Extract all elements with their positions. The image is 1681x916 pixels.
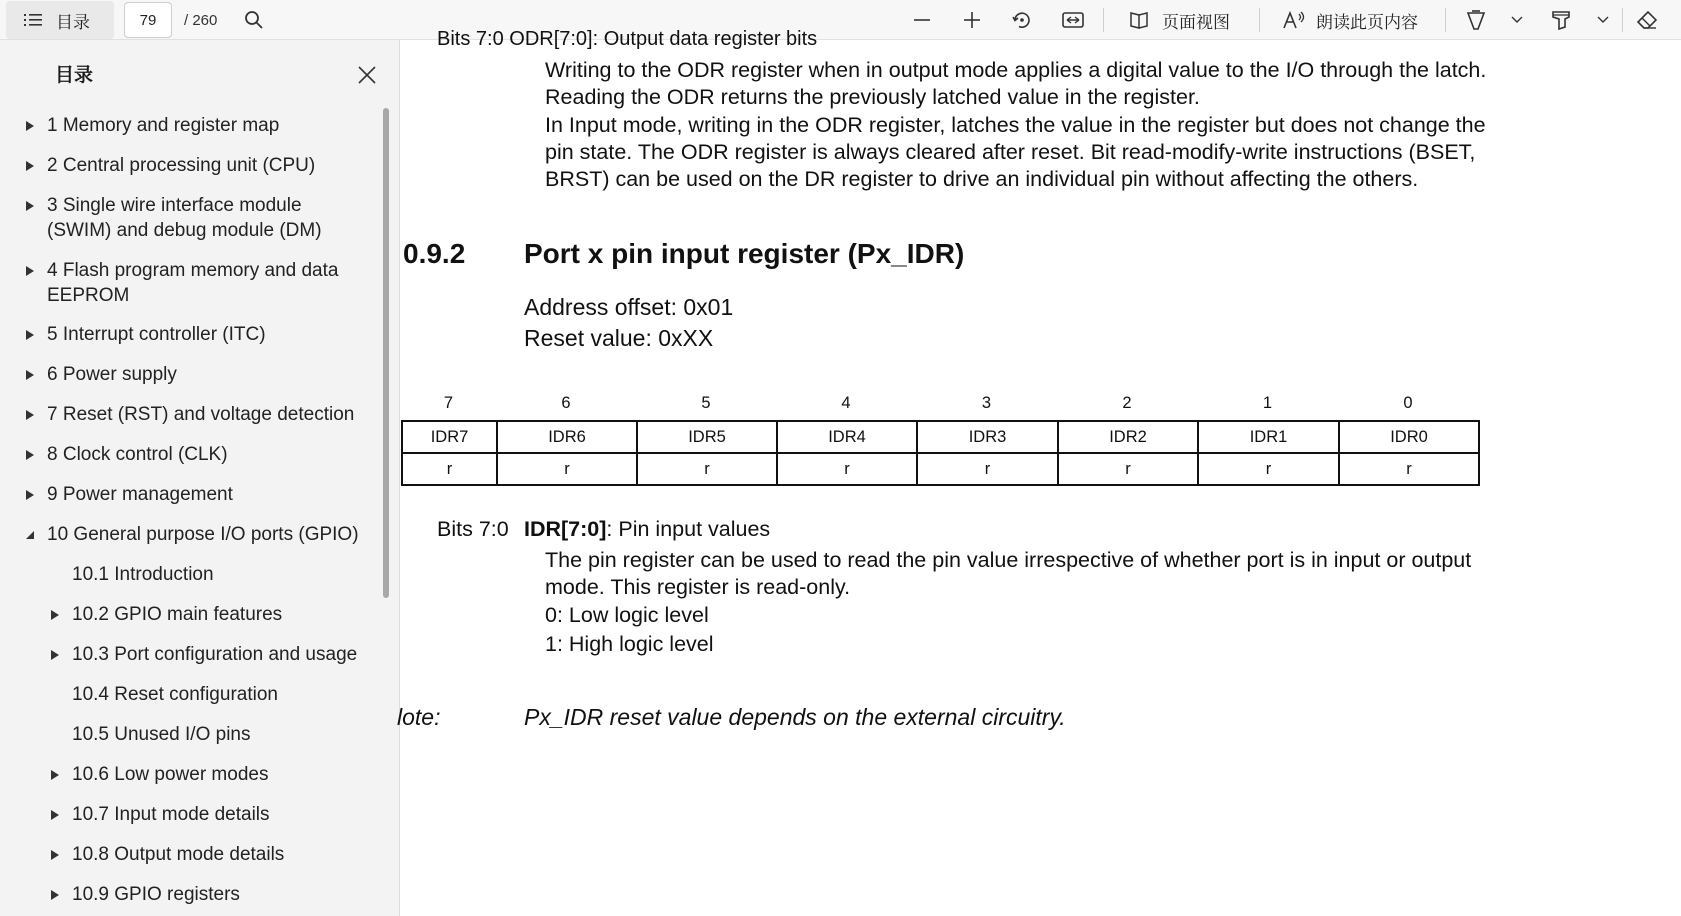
triangle-right-icon[interactable] [48, 842, 62, 867]
odr-paragraph-line: Writing to the ODR register when in output mode applies a digital value to the I/O through the latch. [545, 58, 1487, 82]
toc-item[interactable] [47, 153, 315, 178]
toc-item[interactable] [72, 642, 357, 667]
triangle-right-icon[interactable] [48, 882, 62, 907]
bit-name-cell: IDR1 [1198, 421, 1339, 453]
toolbar-separator [1622, 8, 1623, 32]
toc-item[interactable] [72, 842, 284, 867]
toc-item[interactable] [72, 882, 240, 907]
zoom-in-icon [962, 10, 982, 30]
triangle-right-icon[interactable] [48, 762, 62, 787]
eraser-icon [1636, 10, 1658, 30]
search-button[interactable] [237, 0, 271, 40]
toc-item[interactable] [47, 442, 228, 467]
field-description-header [524, 516, 770, 543]
bit-access-cell: r [637, 453, 777, 485]
bit-number: 7 [443, 394, 454, 412]
highlight-button[interactable] [1544, 0, 1578, 40]
bit-name-cell: IDR3 [917, 421, 1058, 453]
bit-access-cell: r [1058, 453, 1198, 485]
note-text: Px_IDR reset value depends on the external circuitry. [524, 704, 1066, 730]
read-aloud-icon [1282, 10, 1306, 30]
bit-name-cell: IDR4 [777, 421, 917, 453]
odr-paragraph-line: In Input mode, writing in the ODR register, latches the value in the register but does not change the [545, 113, 1486, 137]
toc-item[interactable] [47, 402, 354, 427]
bit-access-cell: r [917, 453, 1058, 485]
toc-item[interactable] [72, 722, 251, 747]
register-names-row [402, 421, 1479, 453]
reset-value: Reset value: 0xXX [524, 325, 714, 351]
toc-item[interactable] [47, 193, 322, 243]
bit-number: 1 [1262, 394, 1273, 412]
toc-item-label: 10.8 Output mode details [72, 844, 285, 865]
triangle-right-icon[interactable] [48, 642, 62, 667]
toc-item-label: 10.6 Low power modes [72, 764, 269, 785]
odr-paragraph-line: BRST) can be used on the DR register to drive an individual pin without affecting the others. [545, 167, 1419, 191]
odr-paragraph-line: Reading the ODR returns the previously latched value in the register. [545, 85, 1200, 109]
odr-paragraph-line: pin state. The ODR register is always cleared after reset. Bit read-modify-write instructions (BSET, [545, 140, 1476, 164]
toc-item-label: 10.9 GPIO registers [72, 884, 240, 905]
field-description-line: The pin register can be used to read the pin value irrespective of whether port is in input or output [545, 548, 1472, 572]
eraser-button[interactable] [1630, 0, 1664, 40]
toc-item[interactable] [47, 258, 338, 308]
close-icon [358, 66, 376, 84]
triangle-right-icon[interactable] [23, 442, 37, 467]
bit-number: 5 [701, 394, 711, 412]
value-high: 1: High logic level [545, 632, 714, 656]
toc-item[interactable] [72, 562, 214, 587]
field-desc: : Pin input values [606, 517, 771, 541]
page-view-label: 页面视图 [1162, 12, 1230, 33]
toolbar [0, 0, 1681, 40]
toolbar-separator [1259, 8, 1260, 32]
toc-item-label: 9 Power management [47, 484, 233, 505]
zoom-out-button[interactable] [905, 0, 939, 40]
rotate-button[interactable] [1005, 0, 1039, 40]
list-icon [24, 13, 42, 27]
fit-width-button[interactable] [1056, 0, 1090, 40]
fit-width-icon [1062, 11, 1084, 29]
page-number-input[interactable] [124, 2, 172, 38]
toc-item-label: 8 Clock control (CLK) [47, 444, 228, 465]
toc-item-label: 7 Reset (RST) and voltage detection [47, 404, 355, 425]
read-aloud-label: 朗读此页内容 [1316, 12, 1418, 33]
toc-item[interactable] [47, 522, 359, 547]
bit-number: 2 [1122, 394, 1132, 412]
page-total: / 260 [184, 11, 218, 29]
triangle-right-icon[interactable] [23, 153, 37, 178]
bit-access-cell: r [1339, 453, 1479, 485]
draw-icon [1466, 9, 1486, 31]
toc-item-label: 6 Power supply [47, 364, 177, 385]
bit-access-cell: r [497, 453, 637, 485]
toc-item-label: 4 Flash program memory and data [47, 260, 339, 281]
zoom-out-icon [912, 10, 932, 30]
note-label: lote: [397, 704, 441, 730]
toc-item-label: (SWIM) and debug module (DM) [47, 220, 322, 241]
page-view-button[interactable] [1128, 0, 1230, 40]
toc-item[interactable] [47, 362, 177, 387]
toc-item-label: 10.5 Unused I/O pins [72, 724, 251, 745]
bit-number: 3 [981, 394, 992, 412]
section-number: 0.9.2 [403, 238, 466, 269]
toc-item[interactable] [72, 682, 278, 707]
highlight-options-button[interactable] [1588, 0, 1618, 40]
triangle-down-icon[interactable] [23, 522, 37, 547]
toc-item-label: EEPROM [47, 285, 130, 306]
search-icon [244, 10, 264, 30]
chevron-down-icon [1597, 16, 1609, 24]
bit-access-cell: r [777, 453, 917, 485]
toc-item-label: 10.7 Input mode details [72, 804, 270, 825]
toc-item-label: 10.3 Port configuration and usage [72, 644, 358, 665]
value-low: 0: Low logic level [545, 603, 709, 627]
toc-toggle-button[interactable] [6, 1, 114, 39]
highlight-icon [1551, 9, 1571, 31]
triangle-right-icon[interactable] [23, 193, 37, 218]
read-aloud-button[interactable] [1282, 0, 1418, 40]
triangle-right-icon[interactable] [23, 402, 37, 427]
chevron-down-icon [1511, 16, 1523, 24]
field-name: IDR[7:0] [524, 517, 607, 541]
bit-number: 6 [561, 394, 571, 412]
toc-item[interactable] [72, 762, 268, 787]
toc-item[interactable] [47, 322, 266, 347]
triangle-right-icon[interactable] [23, 482, 37, 507]
toc-item-label: 1 Memory and register map [47, 115, 280, 136]
sidebar-scrollbar[interactable] [383, 108, 389, 598]
toolbar-separator [1445, 8, 1446, 32]
field-description-line: mode. This register is read-only. [545, 575, 851, 599]
bit-name-cell: IDR0 [1339, 421, 1479, 453]
bit-number: 4 [841, 394, 851, 412]
toc-sidebar [0, 40, 400, 916]
bits-label: Bits 7:0 [437, 517, 509, 541]
cut-top-line: Bits 7:0 ODR[7:0]: Output data register bits [437, 28, 818, 50]
register-table [401, 420, 1480, 486]
bit-access-cell: r [1198, 453, 1339, 485]
sidebar-title: 目录 [55, 64, 94, 86]
triangle-right-icon[interactable] [48, 602, 62, 627]
toc-item[interactable] [72, 602, 282, 627]
toc-toggle-label: 目录 [56, 12, 90, 33]
address-offset: Address offset: 0x01 [524, 294, 734, 320]
toc-item-label: 5 Interrupt controller (ITC) [47, 324, 266, 345]
zoom-in-button[interactable] [955, 0, 989, 40]
toc-item[interactable] [47, 113, 279, 138]
bit-name-cell: IDR2 [1058, 421, 1198, 453]
toc-item-label: 10 General purpose I/O ports (GPIO) [47, 524, 359, 545]
close-sidebar-button[interactable] [352, 60, 382, 90]
page-view-icon [1128, 10, 1150, 30]
triangle-right-icon[interactable] [48, 802, 62, 827]
section-title: Port x pin input register (Px_IDR) [524, 238, 965, 269]
draw-options-button[interactable] [1502, 0, 1532, 40]
register-access-row [402, 453, 1479, 485]
toc-item-label: 3 Single wire interface module [47, 195, 302, 216]
bit-number: 0 [1403, 394, 1413, 412]
toolbar-separator [1103, 8, 1104, 32]
bit-name-cell: IDR6 [497, 421, 637, 453]
triangle-right-icon[interactable] [23, 362, 37, 387]
toc-item[interactable] [72, 802, 270, 827]
triangle-right-icon[interactable] [23, 258, 37, 283]
triangle-right-icon[interactable] [23, 113, 37, 138]
toc-item-label: 10.4 Reset configuration [72, 684, 278, 705]
rotate-icon [1011, 9, 1033, 31]
toc-item[interactable] [47, 482, 233, 507]
triangle-right-icon[interactable] [23, 322, 37, 347]
toc-item-label: 2 Central processing unit (CPU) [47, 155, 316, 176]
document-page [397, 28, 1681, 916]
bit-access-cell: r [402, 453, 497, 485]
bit-name-cell: IDR5 [637, 421, 777, 453]
draw-button[interactable] [1459, 0, 1493, 40]
toc-item-label: 10.2 GPIO main features [72, 604, 283, 625]
bit-name-cell: IDR7 [402, 421, 497, 453]
toc-item-label: 10.1 Introduction [72, 564, 214, 585]
